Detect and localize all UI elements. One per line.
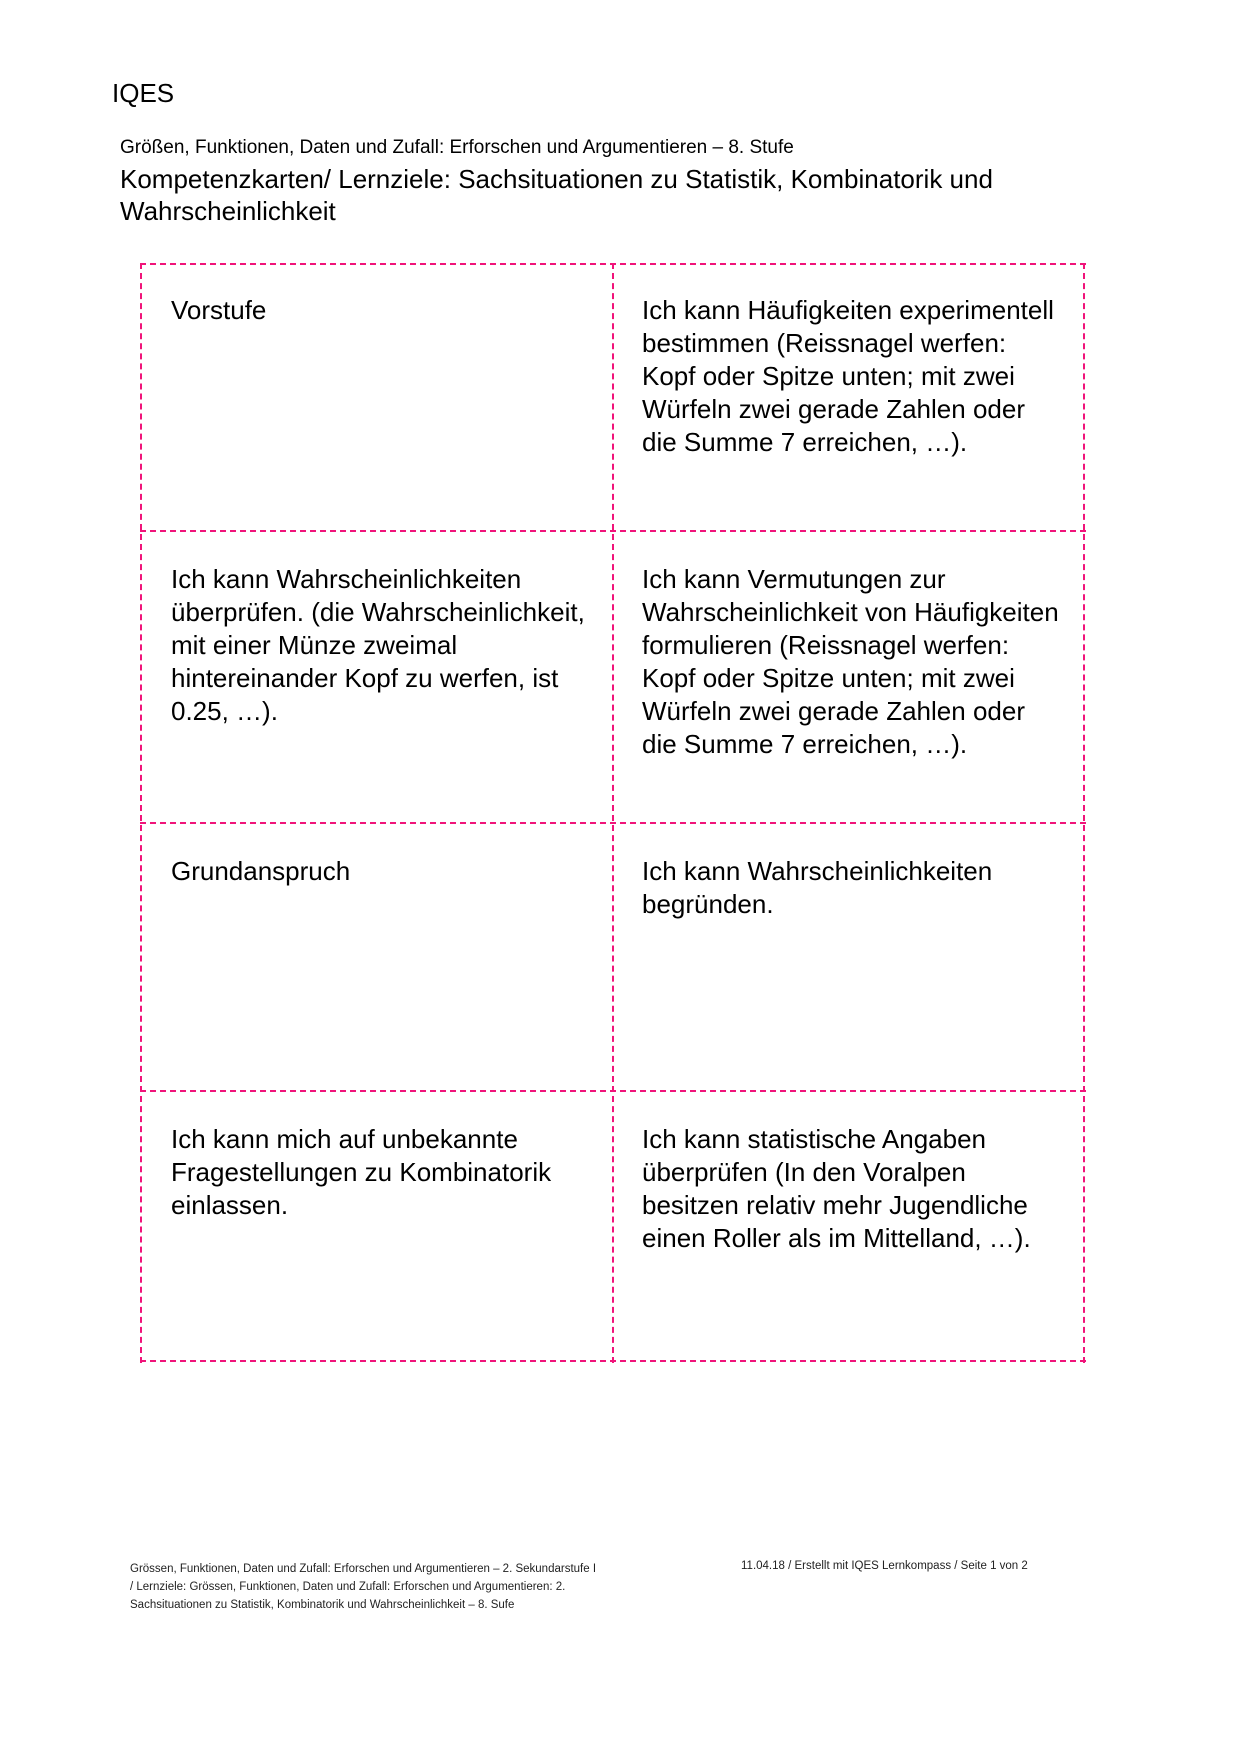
competence-card-grid	[140, 263, 1086, 1363]
cut-line-vertical	[140, 263, 142, 1363]
card-level-grundanspruch: Grundanspruch	[171, 856, 351, 886]
brand-label: IQES	[112, 78, 175, 108]
cut-line-vertical	[612, 263, 614, 1363]
card-level-vorstufe: Vorstufe	[171, 295, 267, 325]
card-goal: Ich kann Wahrscheinlichkeiten begründen.	[642, 856, 993, 919]
card-goal: Ich kann Vermutungen zur Wahrscheinlichkeit von Häufigkeiten formulieren (Reissnagel werfen: Kopf oder Spitze unten; mit zwei Würfeln zwei gerade Zahlen oder die Summe 7 erreichen, …).	[642, 564, 1059, 759]
document-subtitle: Größen, Funktionen, Daten und Zufall: Erforschen und Argumentieren – 8. Stufe	[120, 137, 794, 158]
footer-page-info: 11.04.18 / Erstellt mit IQES Lernkompass / Seite 1 von 2	[741, 1560, 1028, 1572]
footer-document-info: Grössen, Funktionen, Daten und Zufall: Erforschen und Argumentieren – 2. Sekundarstufe I / Lernziele: Grössen, Funktionen, Daten und Zufall: Erforschen und Argumentieren: 2. Sachsituationen zu Statistik, Kombinatorik und Wahrscheinlichkeit – 8. Sufe	[130, 1563, 597, 1611]
cut-line-vertical	[1083, 263, 1085, 1363]
card-goal: Ich kann Wahrscheinlichkeiten überprüfen. (die Wahrscheinlichkeit, mit einer Münze zweimal hintereinander Kopf zu werfen, ist 0.25, …).	[171, 564, 585, 726]
card-goal: Ich kann Häufigkeiten experimentell bestimmen (Reissnagel werfen: Kopf oder Spitze unten; mit zwei Würfeln zwei gerade Zahlen oder die Summe 7 erreichen, …).	[642, 295, 1054, 457]
card-goal: Ich kann statistische Angaben überprüfen (In den Voralpen besitzen relativ mehr Jugendliche einen Roller als im Mittelland, …).	[642, 1124, 1031, 1253]
document-title: Kompetenzkarten/ Lernziele: Sachsituationen zu Statistik, Kombinatorik und Wahrscheinlichkeit	[120, 164, 993, 226]
card-goal: Ich kann mich auf unbekannte Fragestellungen zu Kombinatorik einlassen.	[171, 1124, 552, 1220]
